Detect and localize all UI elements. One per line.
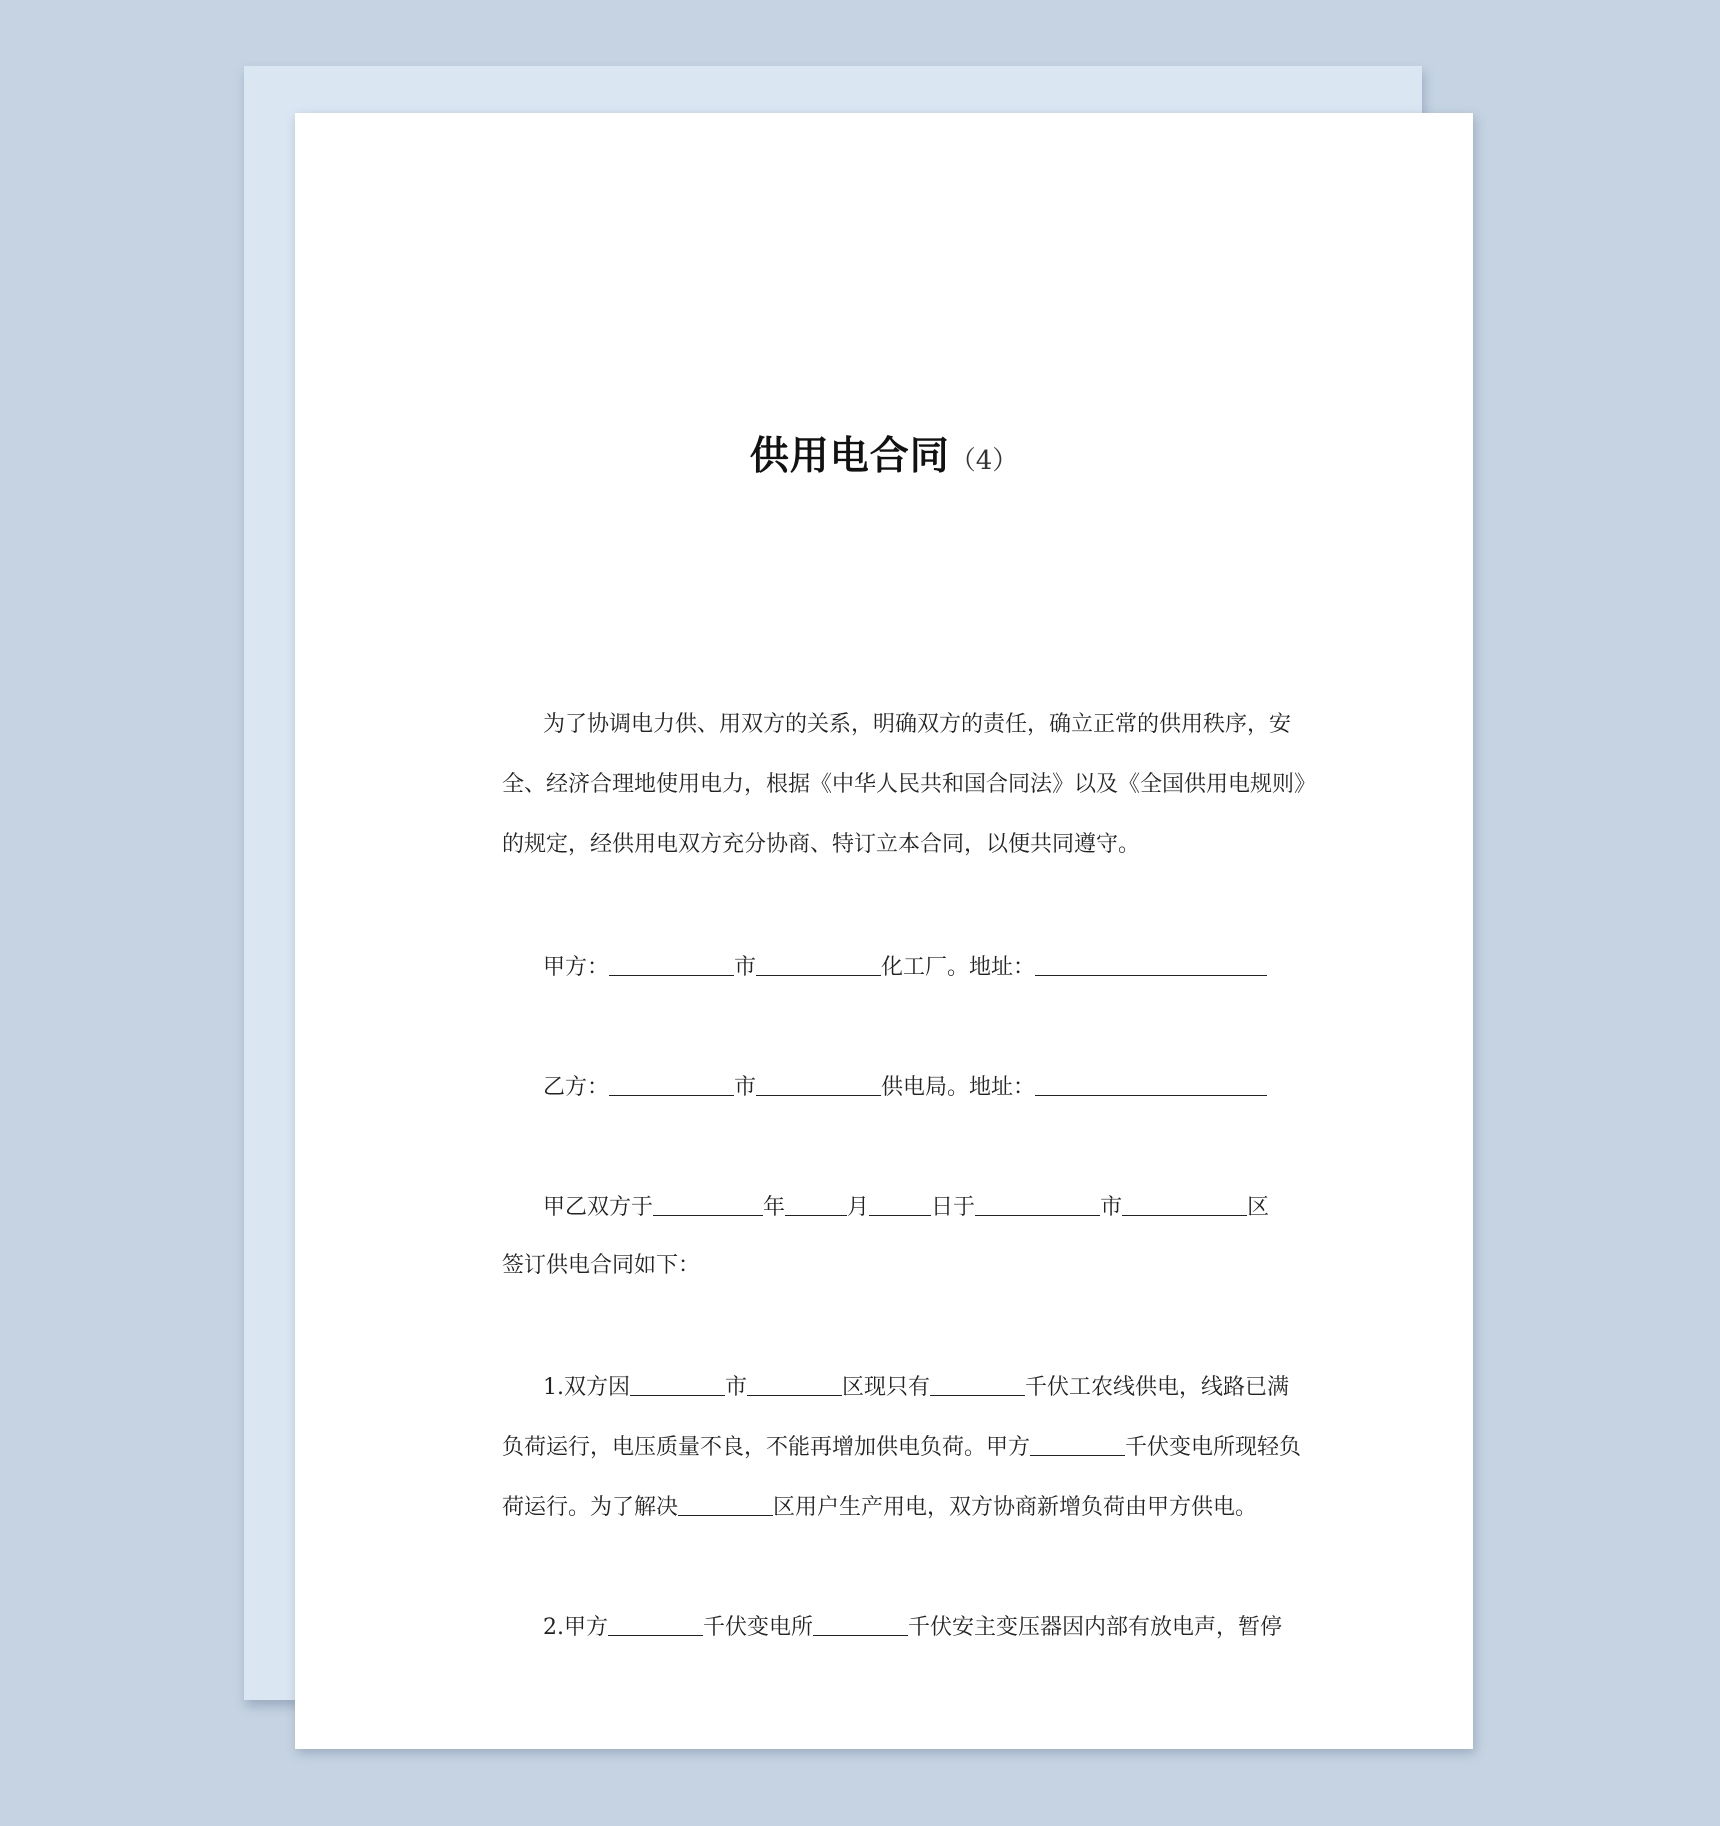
clause-2-suffix: 千伏安主变压器因内部有放电声，暂停 xyxy=(908,1615,1283,1640)
clause-1-suffix: 千伏工农线供电，线路已满 xyxy=(1025,1375,1290,1400)
document-page xyxy=(295,113,1473,1749)
signing-prefix: 甲乙双方于 xyxy=(543,1195,654,1220)
party-a-address-blank[interactable] xyxy=(1035,955,1267,976)
party-b-city-blank[interactable] xyxy=(609,1075,734,1096)
clause-1-city-blank[interactable] xyxy=(630,1375,725,1396)
signing-line-2: 签订供电合同如下： xyxy=(502,1253,701,1278)
party-a-org-label: 化工厂。地址： xyxy=(881,955,1036,980)
party-a-line xyxy=(543,955,1267,979)
signing-year-blank[interactable] xyxy=(653,1195,763,1216)
signing-city-blank[interactable] xyxy=(975,1195,1100,1216)
signing-month-label: 月 xyxy=(847,1195,870,1220)
signing-year-label: 年 xyxy=(763,1195,786,1220)
signing-month-blank[interactable] xyxy=(785,1195,847,1216)
party-b-line xyxy=(543,1075,1267,1099)
clause-2-mid: 千伏变电所 xyxy=(703,1615,814,1640)
intro-line-1: 为了协调电力供、用双方的关系，明确双方的责任，确立正常的供用秩序，安 xyxy=(543,712,1292,737)
party-b-label: 乙方： xyxy=(543,1075,610,1100)
clause-2-voltage-blank[interactable] xyxy=(608,1615,703,1636)
party-a-label: 甲方： xyxy=(543,955,610,980)
clause-1-line-3-b: 区用户生产用电，双方协商新增负荷由甲方供电。 xyxy=(773,1495,1258,1520)
party-a-city-blank[interactable] xyxy=(609,955,734,976)
clause-1-voltage-blank[interactable] xyxy=(930,1375,1025,1396)
signing-district-blank[interactable] xyxy=(1122,1195,1247,1216)
clause-1-district-blank[interactable] xyxy=(747,1375,842,1396)
party-a-city-label: 市 xyxy=(734,955,757,980)
clause-1-prefix: 1.双方因 xyxy=(543,1375,630,1400)
intro-line-2: 全、经济合理地使用电力，根据《中华人民共和国合同法》以及《全国供用电规则》 xyxy=(502,772,1317,797)
clause-1-substation-blank[interactable] xyxy=(1030,1435,1125,1456)
party-b-org-label: 供电局。地址： xyxy=(881,1075,1036,1100)
clause-1-line-2-b: 千伏变电所现轻负 xyxy=(1125,1435,1302,1460)
signing-district-label: 区 xyxy=(1247,1195,1270,1220)
clause-2-capacity-blank[interactable] xyxy=(813,1615,908,1636)
title-number: （4） xyxy=(949,446,1019,476)
signing-day-label: 日于 xyxy=(931,1195,976,1220)
clause-1-line-3-a: 荷运行。为了解决 xyxy=(502,1495,679,1520)
party-a-org-blank[interactable] xyxy=(756,955,881,976)
clause-1-district-label: 区现只有 xyxy=(842,1375,931,1400)
signing-day-blank[interactable] xyxy=(869,1195,931,1216)
clause-1-line-3 xyxy=(502,1495,1257,1519)
party-b-address-blank[interactable] xyxy=(1035,1075,1267,1096)
clause-1-city-label: 市 xyxy=(725,1375,748,1400)
title-text: 供用电合同 xyxy=(749,434,950,479)
party-b-org-blank[interactable] xyxy=(756,1075,881,1096)
signing-line-1 xyxy=(543,1195,1269,1219)
clause-2-prefix: 2.甲方 xyxy=(543,1615,608,1640)
clause-1-area-blank[interactable] xyxy=(678,1495,773,1516)
intro-line-3: 的规定，经供用电双方充分协商、特订立本合同，以便共同遵守。 xyxy=(502,832,1141,857)
signing-city-label: 市 xyxy=(1100,1195,1123,1220)
clause-1-line-2 xyxy=(502,1435,1301,1459)
clause-1-line-1 xyxy=(543,1375,1289,1399)
party-b-city-label: 市 xyxy=(734,1075,757,1100)
document-title xyxy=(295,425,1473,481)
clause-1-line-2-a: 负荷运行，电压质量不良，不能再增加供电负荷。甲方 xyxy=(502,1435,1031,1460)
clause-2-line-1 xyxy=(543,1615,1282,1639)
